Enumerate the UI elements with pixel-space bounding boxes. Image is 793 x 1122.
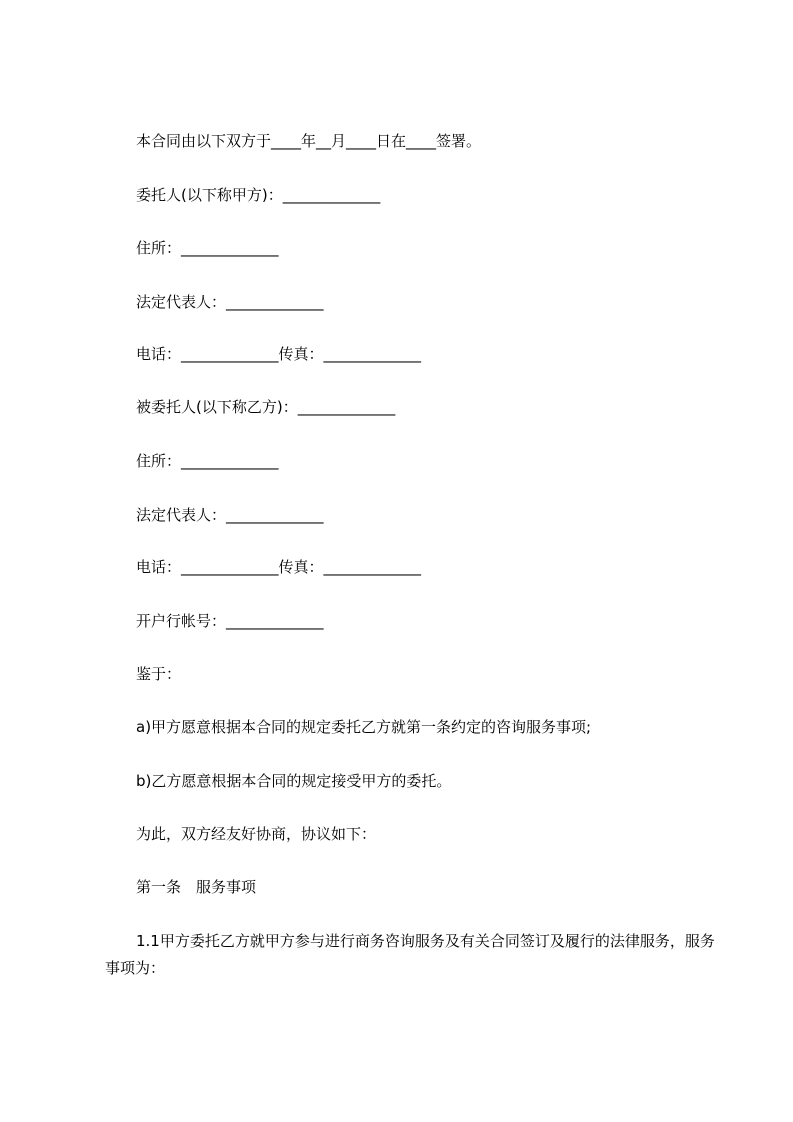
agreement-intro: 为此，双方经友好协商，协议如下：: [136, 825, 377, 843]
whereas-item-b: b)乙方愿意根据本合同的规定接受甲方的委托。: [136, 772, 452, 790]
party-b-name-line: 被委托人(以下称乙方)：_____________: [136, 398, 396, 416]
whereas-heading: 鉴于：: [136, 665, 182, 683]
clause-1-1-paragraph: 1.1甲方委托乙方就甲方参与进行商务咨询服务及有关合同签订及履行的法律服务，服务事项为：: [105, 932, 715, 977]
party-a-name-line: 委托人(以下称甲方)：_____________: [136, 186, 381, 204]
article-1-heading: 第一条 服务事项: [136, 878, 257, 896]
party-a-legal-rep-line: 法定代表人：_____________: [136, 293, 324, 311]
whereas-item-a: a)甲方愿意根据本合同的规定委托乙方就第一条约定的咨询服务事项;: [136, 718, 592, 736]
party-a-address-line: 住所：_____________: [136, 239, 279, 257]
signing-date-line: 本合同由以下双方于____年__月____日在____签署。: [136, 132, 482, 150]
bank-account-line: 开户行帐号：_____________: [136, 612, 324, 630]
party-a-phone-fax-line: 电话：_____________传真：_____________: [136, 345, 422, 363]
party-b-legal-rep-line: 法定代表人：_____________: [136, 506, 324, 524]
party-b-phone-fax-line: 电话：_____________传真：_____________: [136, 558, 422, 576]
party-b-address-line: 住所：_____________: [136, 452, 279, 470]
